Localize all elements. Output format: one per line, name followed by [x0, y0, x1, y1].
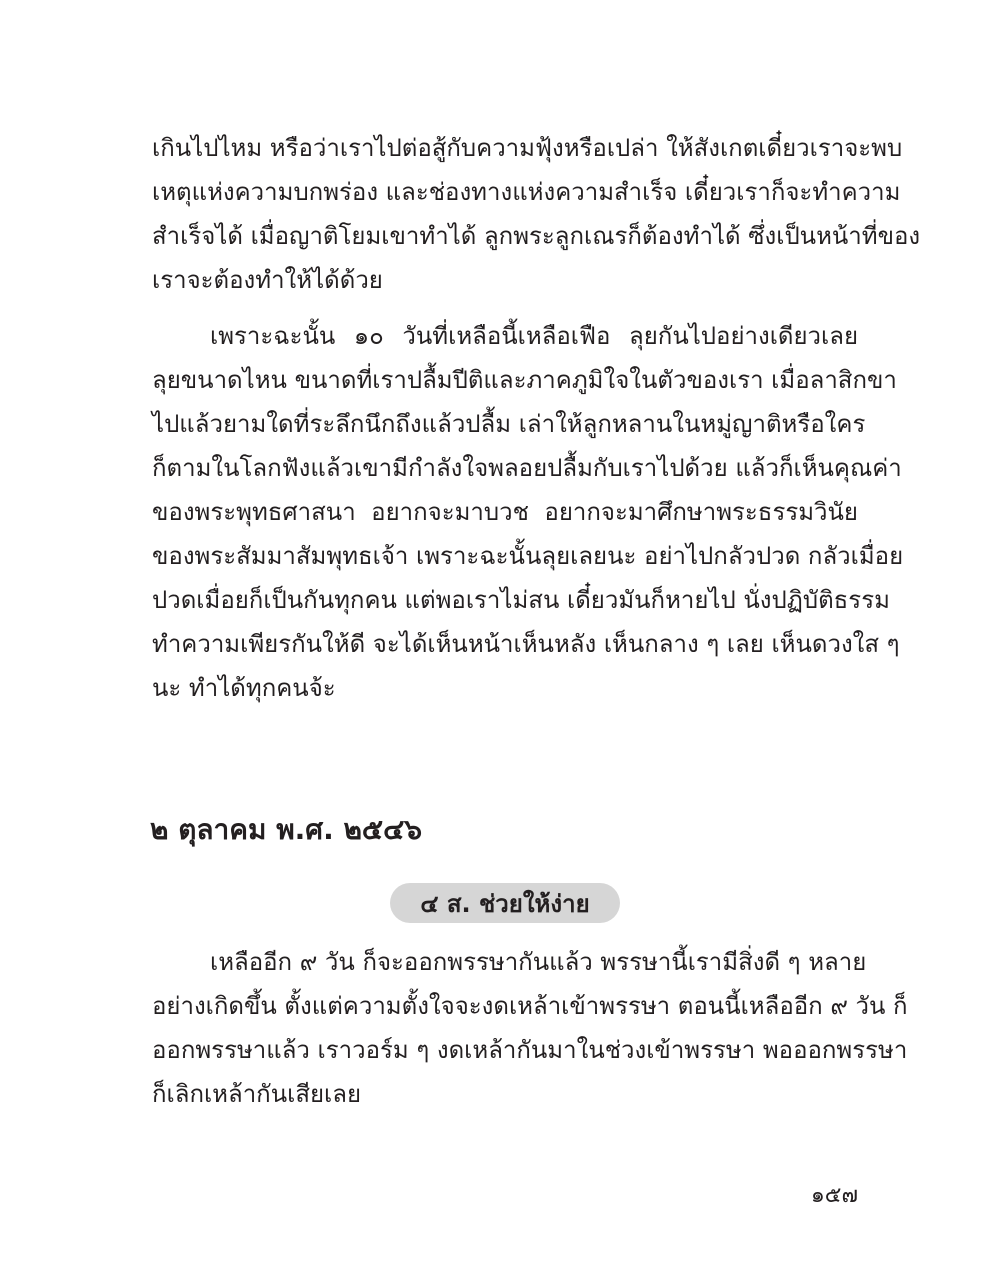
text-line: ทำความเพียรกันให้ดี จะได้เห็นหน้าเห็นหลัง เห็นกลาง ๆ เลย เห็นดวงใส ๆ: [152, 630, 900, 658]
paragraph-2: [152, 314, 904, 710]
text-line: สำเร็จได้ เมื่อญาติโยมเขาทำได้ ลูกพระลูกเณรก็ต้องทำได้ ซึ่งเป็นหน้าที่ของ: [152, 222, 921, 250]
text-line: ปวดเมื่อยก็เป็นกันทุกคน แต่พอเราไม่สน เดี๋ยวมันก็หายไป นั่งปฏิบัติธรรม: [152, 586, 890, 614]
page-number: ๑๕๗: [810, 1183, 858, 1208]
section-title: ๔ ส. ช่วยให้ง่าย: [420, 889, 590, 918]
text-line: เหลืออีก ๙ วัน ก็จะออกพรรษากันแล้ว พรรษานี้เรามีสิ่งดี ๆ หลาย: [210, 948, 867, 976]
section-title-badge: [390, 883, 620, 923]
text-line: เกินไปไหม หรือว่าเราไปต่อสู้กับความฟุ้งหรือเปล่า ให้สังเกตเดี๋ยวเราจะพบ: [152, 134, 903, 162]
text-line: ก็ตามในโลกฟังแล้วเขามีกำลังใจพลอยปลื้มกับเราไปด้วย แล้วก็เห็นคุณค่า: [152, 454, 902, 482]
paragraph-3: [152, 940, 908, 1116]
text-line: ของพระสัมมาสัมพุทธเจ้า เพราะฉะนั้นลุยเลยนะ อย่าไปกลัวปวด กลัวเมื่อย: [152, 542, 904, 570]
date-heading: ๒ ตุลาคม พ.ศ. ๒๕๔๖: [150, 813, 423, 846]
text-line: เหตุแห่งความบกพร่อง และช่องทางแห่งความสำเร็จ เดี๋ยวเราก็จะทำความ: [152, 178, 901, 206]
text-line: เราจะต้องทำให้ได้ด้วย: [152, 266, 383, 294]
text-line: ของพระพุทธศาสนา อยากจะมาบวช อยากจะมาศึกษาพระธรรมวินัย: [152, 498, 858, 526]
text-line: ไปแล้วยามใดที่ระลึกนึกถึงแล้วปลื้ม เล่าให้ลูกหลานในหมู่ญาติหรือใคร: [152, 410, 866, 438]
text-line: อย่างเกิดขึ้น ตั้งแต่ความตั้งใจจะงดเหล้าเข้าพรรษา ตอนนี้เหลืออีก ๙ วัน ก็: [152, 992, 908, 1020]
text-line: เพราะฉะนั้น ๑๐ วันที่เหลือนี้เหลือเฟือ ลุยกันไปอย่างเดียวเลย: [210, 322, 858, 350]
text-line: ออกพรรษาแล้ว เราวอร์ม ๆ งดเหล้ากันมาในช่วงเข้าพรรษา พอออกพรรษา: [152, 1036, 908, 1064]
text-line: นะ ทำได้ทุกคนจ้ะ: [152, 674, 336, 702]
text-line: ก็เลิกเหล้ากันเสียเลย: [152, 1080, 362, 1108]
text-line: ลุยขนาดไหน ขนาดที่เราปลื้มปีติและภาคภูมิใจในตัวของเรา เมื่อลาสิกขา: [152, 366, 897, 394]
paragraph-1: [152, 126, 921, 302]
